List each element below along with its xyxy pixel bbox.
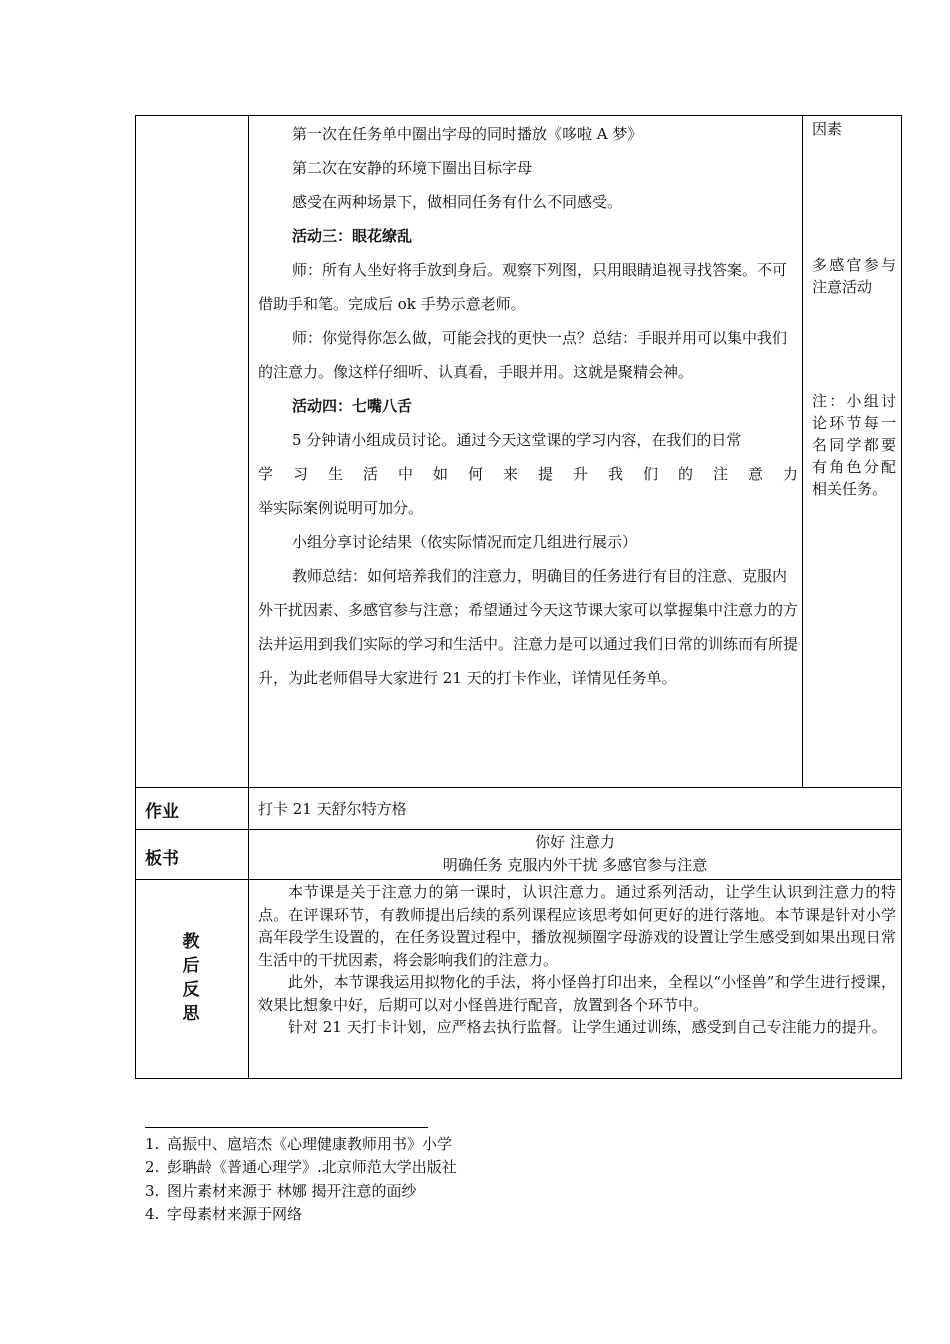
- text-line-1: 第一次在任务单中圈出字母的同时播放《哆啦 A 梦》: [292, 125, 643, 143]
- table-row-divider-1: [135, 787, 902, 788]
- footnote-4-number: 4.: [145, 1205, 160, 1223]
- footnote-1-number: 1.: [145, 1135, 160, 1153]
- side-note-3: 注：小组讨论环节每一名同学都要有角色分配相关任务。: [812, 392, 896, 498]
- activity4-title: 活动四：七嘴八舌: [292, 397, 413, 415]
- table-side-divider: [802, 115, 803, 787]
- side-note-1: 因素: [812, 120, 843, 138]
- text-line-2: 第二次在安静的环境下圈出目标字母: [292, 159, 533, 177]
- table-row-divider-2: [135, 829, 902, 830]
- footnote-1: [145, 1133, 452, 1155]
- table-border-bottom: [135, 1078, 902, 1079]
- table-col-divider: [248, 115, 249, 1079]
- text-line-3: 感受在两种场景下，做相同任务有什么不同感受。: [292, 193, 623, 211]
- reflection-content: [258, 881, 896, 1039]
- activity3-paragraph-1: 师：所有人坐好将手放到身后。观察下列图，只用眼睛追视寻找答案。不可借助手和笔。完成后 ok 手势示意老师。: [258, 261, 788, 313]
- board-label: 板书: [145, 849, 179, 869]
- footnote-4: [145, 1203, 302, 1225]
- table-row-divider-3: [135, 879, 902, 880]
- activity4-paragraph-1c: 举实际案例说明可加分。: [258, 499, 424, 517]
- board-line-1: 你好 注意力: [535, 833, 615, 851]
- activity3-title: 活动三：眼花缭乱: [292, 227, 413, 245]
- footnote-2: [145, 1156, 457, 1178]
- activity4-paragraph-2: 小组分享讨论结果（依实际情况而定几组进行展示）: [292, 533, 638, 551]
- activity4-paragraph-1a: 5 分钟请小组成员讨论。通过今天这堂课的学习内容，在我们的日常: [292, 431, 742, 449]
- reflection-label-text: 教后反思: [182, 932, 200, 1024]
- homework-label: 作业: [145, 802, 179, 822]
- teacher-summary: 教师总结：如何培养我们的注意力，明确目的任务进行有目的注意、克服内外干扰因素、多感官参与注意；希望通过今天这节课大家可以掌握集中注意力的方法并运用到我们实际的学习和生活中。注意力是可以通过我们日常的训练而有所提升，为此老师倡导大家进行 21 天的打卡作业，详情见任务单。: [258, 567, 799, 687]
- footnote-3-text: 图片素材来源于 林娜 揭开注意的面纱: [167, 1182, 417, 1200]
- reflection-label: [182, 930, 202, 1026]
- activity4-paragraph-1b: 学 习 生 活 中 如 何 来 提 升 我 们 的 注 意 力: [258, 465, 798, 483]
- board-line-2: 明确任务 克服内外干扰 多感官参与注意: [442, 856, 708, 874]
- footnote-2-number: 2.: [145, 1158, 160, 1176]
- reflection-paragraph-3: 针对 21 天打卡计划，应严格去执行监督。让学生通过训练，感受到自己专注能力的提升。: [288, 1018, 887, 1036]
- side-note-2: 多感官参与注意活动: [812, 256, 896, 296]
- activity-content: [258, 117, 798, 695]
- footnote-4-text: 字母素材来源于网络: [167, 1205, 303, 1223]
- footnote-3: [145, 1180, 417, 1202]
- board-content: [250, 831, 900, 877]
- footnote-3-number: 3.: [145, 1182, 160, 1200]
- footnote-1-text: 高振中、扈培杰《心理健康教师用书》小学: [167, 1135, 453, 1153]
- activity3-paragraph-2: 师：你觉得你怎么做，可能会找的更快一点？总结：手眼并用可以集中我们的注意力。像这样仔细听、认真看，手眼并用。这就是聚精会神。: [258, 329, 788, 381]
- reflection-paragraph-1: 本节课是关于注意力的第一课时，认识注意力。通过系列活动，让学生认识到注意力的特点。在评课环节，有教师提出后续的系列课程应该思考如何更好的进行落地。本节课是针对小学高年段学生设置的，在任务设置过程中，播放视频圈字母游戏的设置让学生感受到如果出现日常生活中的干扰因素，将会影响我们的注意力。: [258, 883, 896, 969]
- footnote-2-text: 彭聃龄《普通心理学》.北京师范大学出版社: [167, 1158, 457, 1176]
- table-border-left: [135, 115, 136, 1079]
- reflection-paragraph-2: 此外，本节课我运用拟物化的手法，将小怪兽打印出来，全程以“小怪兽”和学生进行授课，效果比想象中好，后期可以对小怪兽进行配音，放置到各个环节中。: [258, 973, 896, 1014]
- homework-content: 打卡 21 天舒尔特方格: [258, 800, 407, 818]
- footnote-separator: [145, 1127, 428, 1128]
- table-border-right: [901, 115, 902, 1079]
- table-border-top: [135, 115, 902, 116]
